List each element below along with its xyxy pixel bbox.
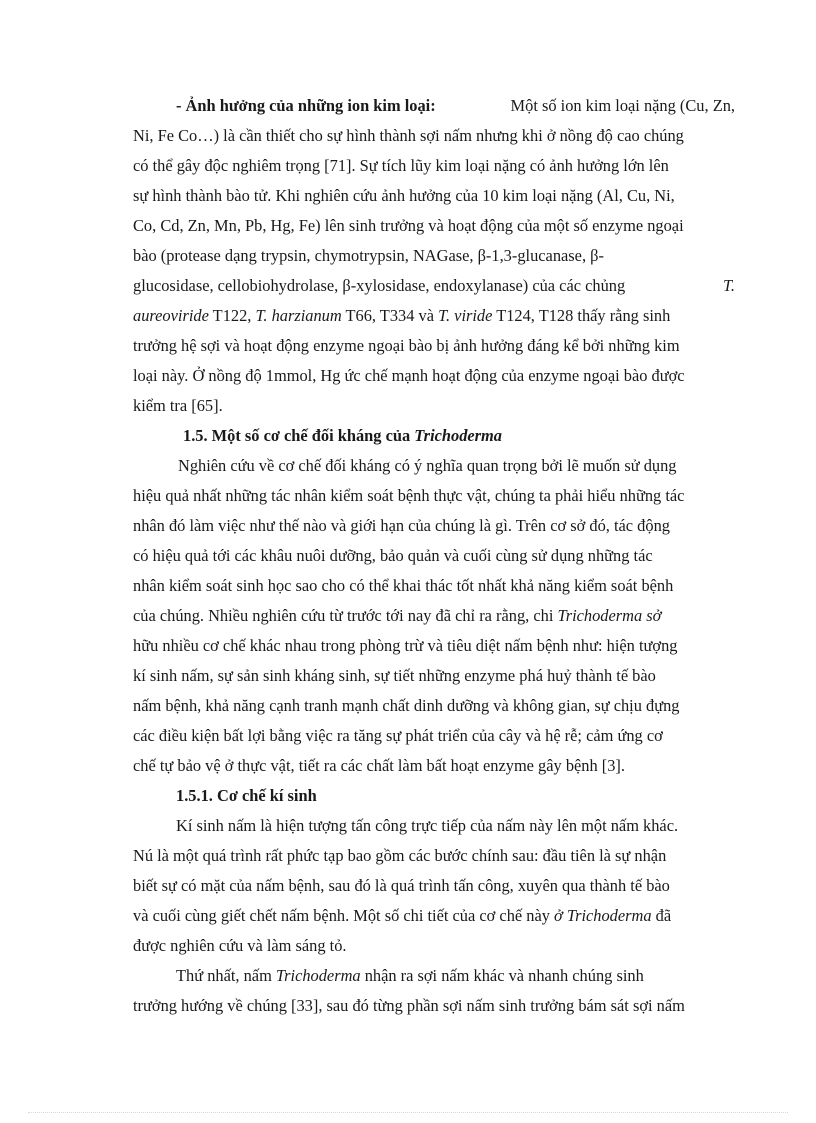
para2-text: nhân đó làm việc như thế nào và giới hạn của chúng là gì. Trên cơ sở đó, tác động [133, 516, 670, 535]
para1-text: T122, [208, 306, 256, 325]
section-heading-italic: Trichoderma [414, 426, 502, 445]
para1-line-1-text: Một số ion kim loại nặng (Cu, Zn, [510, 96, 735, 115]
para2-line-4 [133, 546, 735, 566]
para2-line-6 [133, 606, 735, 626]
section-heading-1-5 [183, 426, 502, 446]
para2-text: Nghiên cứu về cơ chế đối kháng có ý nghĩa quan trọng bởi lẽ muốn sử dụng [178, 456, 677, 475]
para2-line-1 [178, 456, 735, 476]
para1-text: sự hình thành bào tử. Khi nghiên cứu ảnh hưởng của 10 kim loại nặng (Al, Cu, Ni, [133, 186, 675, 205]
para2-line-11 [133, 756, 735, 776]
para3-text: đã [651, 906, 672, 925]
species-name: T. harzianum [255, 306, 342, 325]
para3-text: Nú là một quá trình rất phức tạp bao gồm các bước chính sau: đầu tiên là sự nhận [133, 846, 667, 865]
species-name: aureoviride [133, 306, 209, 325]
para2-line-9 [133, 696, 735, 716]
para1-text: Ni, Fe Co…) là cần thiết cho sự hình thành sợi nấm nhưng khi ở nồng độ cao chúng [133, 126, 684, 145]
para4-line-2 [133, 996, 735, 1016]
para1-text: T124, T128 thấy rằng sinh [492, 306, 671, 325]
para1-line-11 [133, 396, 735, 416]
para2-text: nhân kiểm soát sinh học sao cho có thể khai thác tốt nhất khả năng kiểm soát bệnh [133, 576, 674, 595]
para1-text: Co, Cd, Zn, Mn, Pb, Hg, Fe) lên sinh trưởng và hoạt động của một số enzyme ngoại [133, 216, 684, 235]
para3-line-5 [133, 936, 735, 956]
para1-line-7 [133, 276, 735, 296]
para2-line-8 [133, 666, 735, 686]
species-name: T. viride [438, 306, 493, 325]
para2-text: các điều kiện bất lợi bằng việc ra tăng sự phát triển của cây và hệ rễ; cảm ứng cơ [133, 726, 663, 745]
genus-name: Trichoderma [557, 606, 643, 625]
para2-text: sở [642, 606, 662, 625]
para3-text: biết sự có mặt của nấm bệnh, sau đó là quá trình tấn công, xuyên qua thành tế bào [133, 876, 670, 895]
section-heading-text: 1.5. Một số cơ chế đối kháng của [183, 426, 415, 445]
para4-text: Thứ nhất, nấm [176, 966, 276, 985]
para1-text: loại này. Ở nồng độ 1mmol, Hg ức chế mạnh hoạt động của enzyme ngoại bào được [133, 366, 685, 385]
para2-line-5 [133, 576, 735, 596]
para3-line-3 [133, 876, 735, 896]
page-bottom-divider [28, 1112, 788, 1113]
species-name: T. [723, 276, 735, 295]
para2-text: của chúng. Nhiều nghiên cứu từ trước tới nay đã chỉ ra rằng, chi [133, 606, 558, 625]
para2-text: hữu nhiều cơ chế khác nhau trong phòng trừ và tiêu diệt nấm bệnh như: hiện tượng [133, 636, 678, 655]
para4-line-1 [176, 966, 735, 986]
para1-text: có thể gây độc nghiêm trọng [71]. Sự tích lũy kim loại nặng có ảnh hưởng lớn lên [133, 156, 669, 175]
para4-text: nhận ra sợi nấm khác và nhanh chúng sinh [360, 966, 644, 985]
para3-text: Kí sinh nấm là hiện tượng tấn công trực tiếp của nấm này lên một nấm khác. [176, 816, 679, 835]
para3-line-2 [133, 846, 735, 866]
genus-name: Trichoderma [275, 966, 361, 985]
para3-line-4 [133, 906, 735, 926]
section-heading-1-5-1: 1.5.1. Cơ chế kí sinh [176, 786, 317, 805]
para2-text: chế tự bảo vệ ở thực vật, tiết ra các chất làm bất hoạt enzyme gây bệnh [3]. [133, 756, 625, 775]
para2-text: kí sinh nấm, sự sản sinh kháng sinh, sự tiết những enzyme phá huỷ thành tế bào [133, 666, 656, 685]
para1-lead-label: - Ảnh hưởng của những ion kim loại: [176, 96, 436, 115]
para2-text: hiệu quả nhất những tác nhân kiểm soát bệnh thực vật, chúng ta phải hiểu những tác [133, 486, 685, 505]
para3-text: được nghiên cứu và làm sáng tỏ. [133, 936, 347, 955]
para1-line-1 [176, 96, 735, 116]
para1-text: kiểm tra [65]. [133, 396, 223, 415]
genus-name: ở Trichoderma [554, 906, 652, 925]
para1-text: trưởng hệ sợi và hoạt động enzyme ngoại bào bị ảnh hưởng đáng kể bởi những kim [133, 336, 680, 355]
para1-line-8 [133, 306, 735, 326]
para1-text: glucosidase, cellobiohydrolase, β-xylosidase, endoxylanase) của các chủng [133, 276, 626, 295]
para2-line-2 [133, 486, 735, 506]
para1-line-6 [133, 246, 735, 266]
para2-line-3 [133, 516, 735, 536]
para1-line-10 [133, 366, 735, 386]
para1-text: bào (protease dạng trypsin, chymotrypsin, NAGase, β-1,3-glucanase, β- [133, 246, 604, 265]
para1-line-2 [133, 126, 735, 146]
para2-text: nấm bệnh, khả năng cạnh tranh mạnh chất dinh dưỡng và không gian, sự chịu đựng [133, 696, 680, 715]
para1-line-3 [133, 156, 735, 176]
para1-line-4 [133, 186, 735, 206]
para1-line-9 [133, 336, 735, 356]
para4-text: trưởng hướng về chúng [33], sau đó từng phần sợi nấm sinh trưởng bám sát sợi nấm [133, 996, 685, 1015]
para1-line-5 [133, 216, 735, 236]
para2-line-10 [133, 726, 735, 746]
para2-line-7 [133, 636, 735, 656]
para3-text: và cuối cùng giết chết nấm bệnh. Một số chi tiết của cơ chế này [133, 906, 555, 925]
para2-text: có hiệu quả tới các khâu nuôi dưỡng, bảo quản và cuối cùng sử dụng những tác [133, 546, 653, 565]
para3-line-1 [176, 816, 735, 836]
para1-text: T66, T334 và [341, 306, 439, 325]
